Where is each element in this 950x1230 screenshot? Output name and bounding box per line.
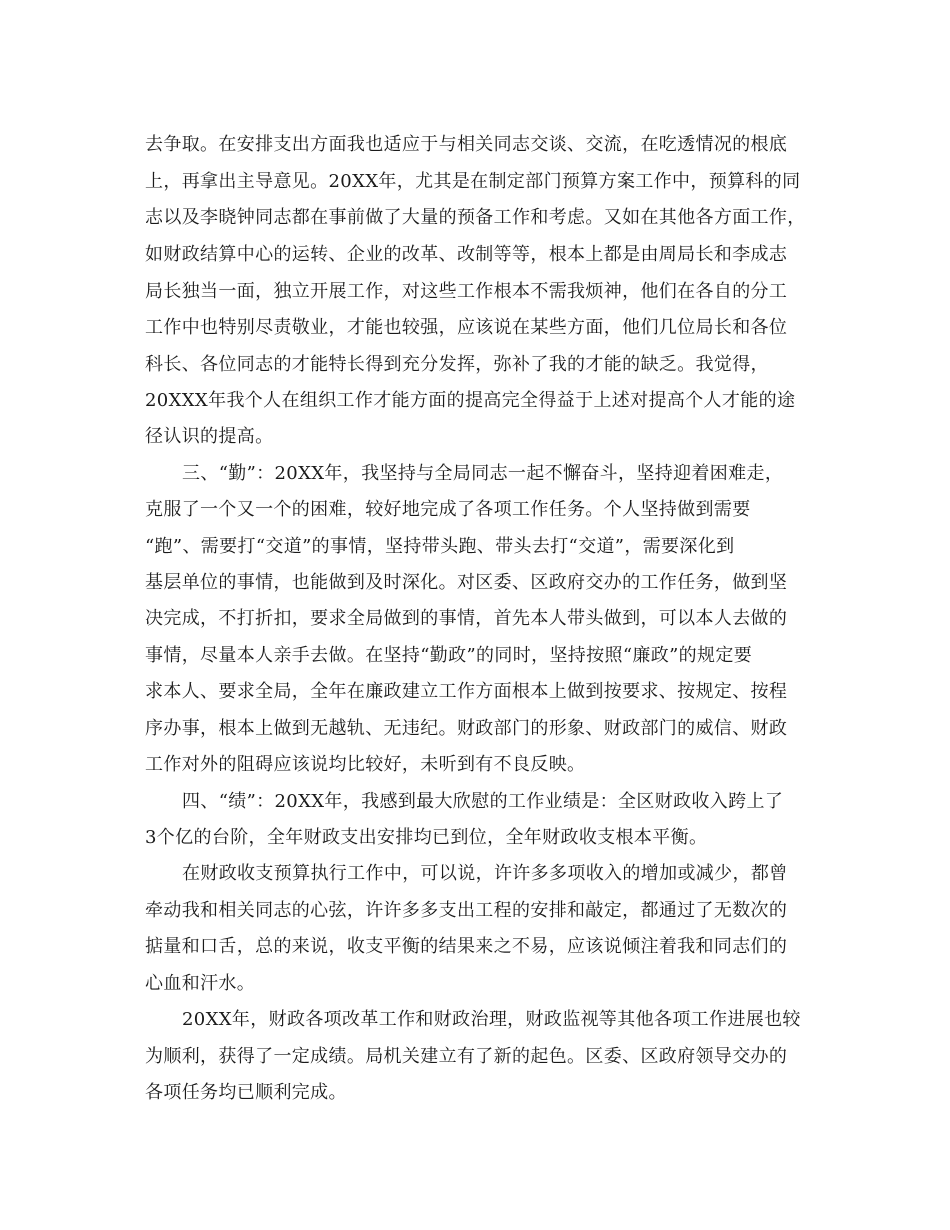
text-line: 四、“绩”：20XX年，我感到最大欣慰的工作业绩是：全区财政收入跨上了 [182,791,784,812]
text-line: 克服了一个又一个的困难，较好地完成了各项工作任务。个人坚持做到需要 [145,499,751,520]
text-line: 20XX年，财政各项改革工作和财政治理，财政监视等其他各项工作进展也较 [182,1009,801,1030]
text-line: 上，再拿出主导意见。20XX年，尤其是在制定部门预算方案工作中，预算科的同 [145,171,801,192]
text-line: 各项任务均已顺利完成。 [145,1082,347,1103]
text-line: 如财政结算中心的运转、企业的改革、改制等等，根本上都是由周局长和李成志 [145,244,788,265]
text-line: 决完成，不打折扣，要求全局做到的事情，首先本人带头做到，可以本人去做的 [145,608,788,629]
text-line: 志以及李晓钟同志都在事前做了大量的预备工作和考虑。又如在其他各方面工作， [145,207,806,228]
text-line: 20XXX年我个人在组织工作才能方面的提高完全得益于上述对提高个人才能的途 [145,390,796,411]
text-line: 工作中也特别尽责敬业，才能也较强，应该说在某些方面，他们几位局长和各位 [145,317,788,338]
text-line: 序办事，根本上做到无越轨、无违纪。财政部门的形象、财政部门的威信、财政 [145,718,788,739]
text-line: 掂量和口舌，总的来说，收支平衡的结果来之不易，应该说倾注着我和同志们的 [145,936,788,957]
text-line: 径认识的提高。 [145,426,274,447]
text-line: 科长、各位同志的才能特长得到充分发挥，弥补了我的才能的缺乏。我觉得， [145,354,769,375]
text-line: 牵动我和相关同志的心弦，许许多多支出工程的安排和敲定，都通过了无数次的 [145,900,788,921]
text-line: 去争取。在安排支出方面我也适应于与相关同志交谈、交流，在吃透情况的根底 [145,134,788,155]
text-line: 基层单位的事情，也能做到及时深化。对区委、区政府交办的工作任务，做到坚 [145,572,788,593]
text-line: “跑”、需要打“交道”的事情，坚持带头跑、带头去打“交道”，需要深化到 [145,536,735,557]
text-line: 事情，尽量本人亲手去做。在坚持“勤政”的同时，坚持按照“廉政”的规定要 [145,645,753,666]
text-line: 为顺利，获得了一定成绩。局机关建立有了新的起色。区委、区政府领导交办的 [145,1046,788,1067]
text-line: 心血和汗水。 [145,973,256,994]
text-line: 三、“勤”：20XX年，我坚持与全局同志一起不懈奋斗，坚持迎着困难走， [182,463,784,484]
text-line: 求本人、要求全局，全年在廉政建立工作方面根本上做到按要求、按规定、按程 [145,681,788,702]
text-line: 工作对外的阻碍应该说均比较好，未听到有不良反映。 [145,754,586,775]
text-line: 局长独当一面，独立开展工作，对这些工作根本不需我烦神，他们在各自的分工 [145,281,788,302]
text-line: 在财政收支预算执行工作中，可以说，许许多多项收入的增加或减少，都曾 [182,863,788,884]
text-line: 3个亿的台阶，全年财政支出安排均已到位，全年财政收支根本平衡。 [145,827,708,848]
